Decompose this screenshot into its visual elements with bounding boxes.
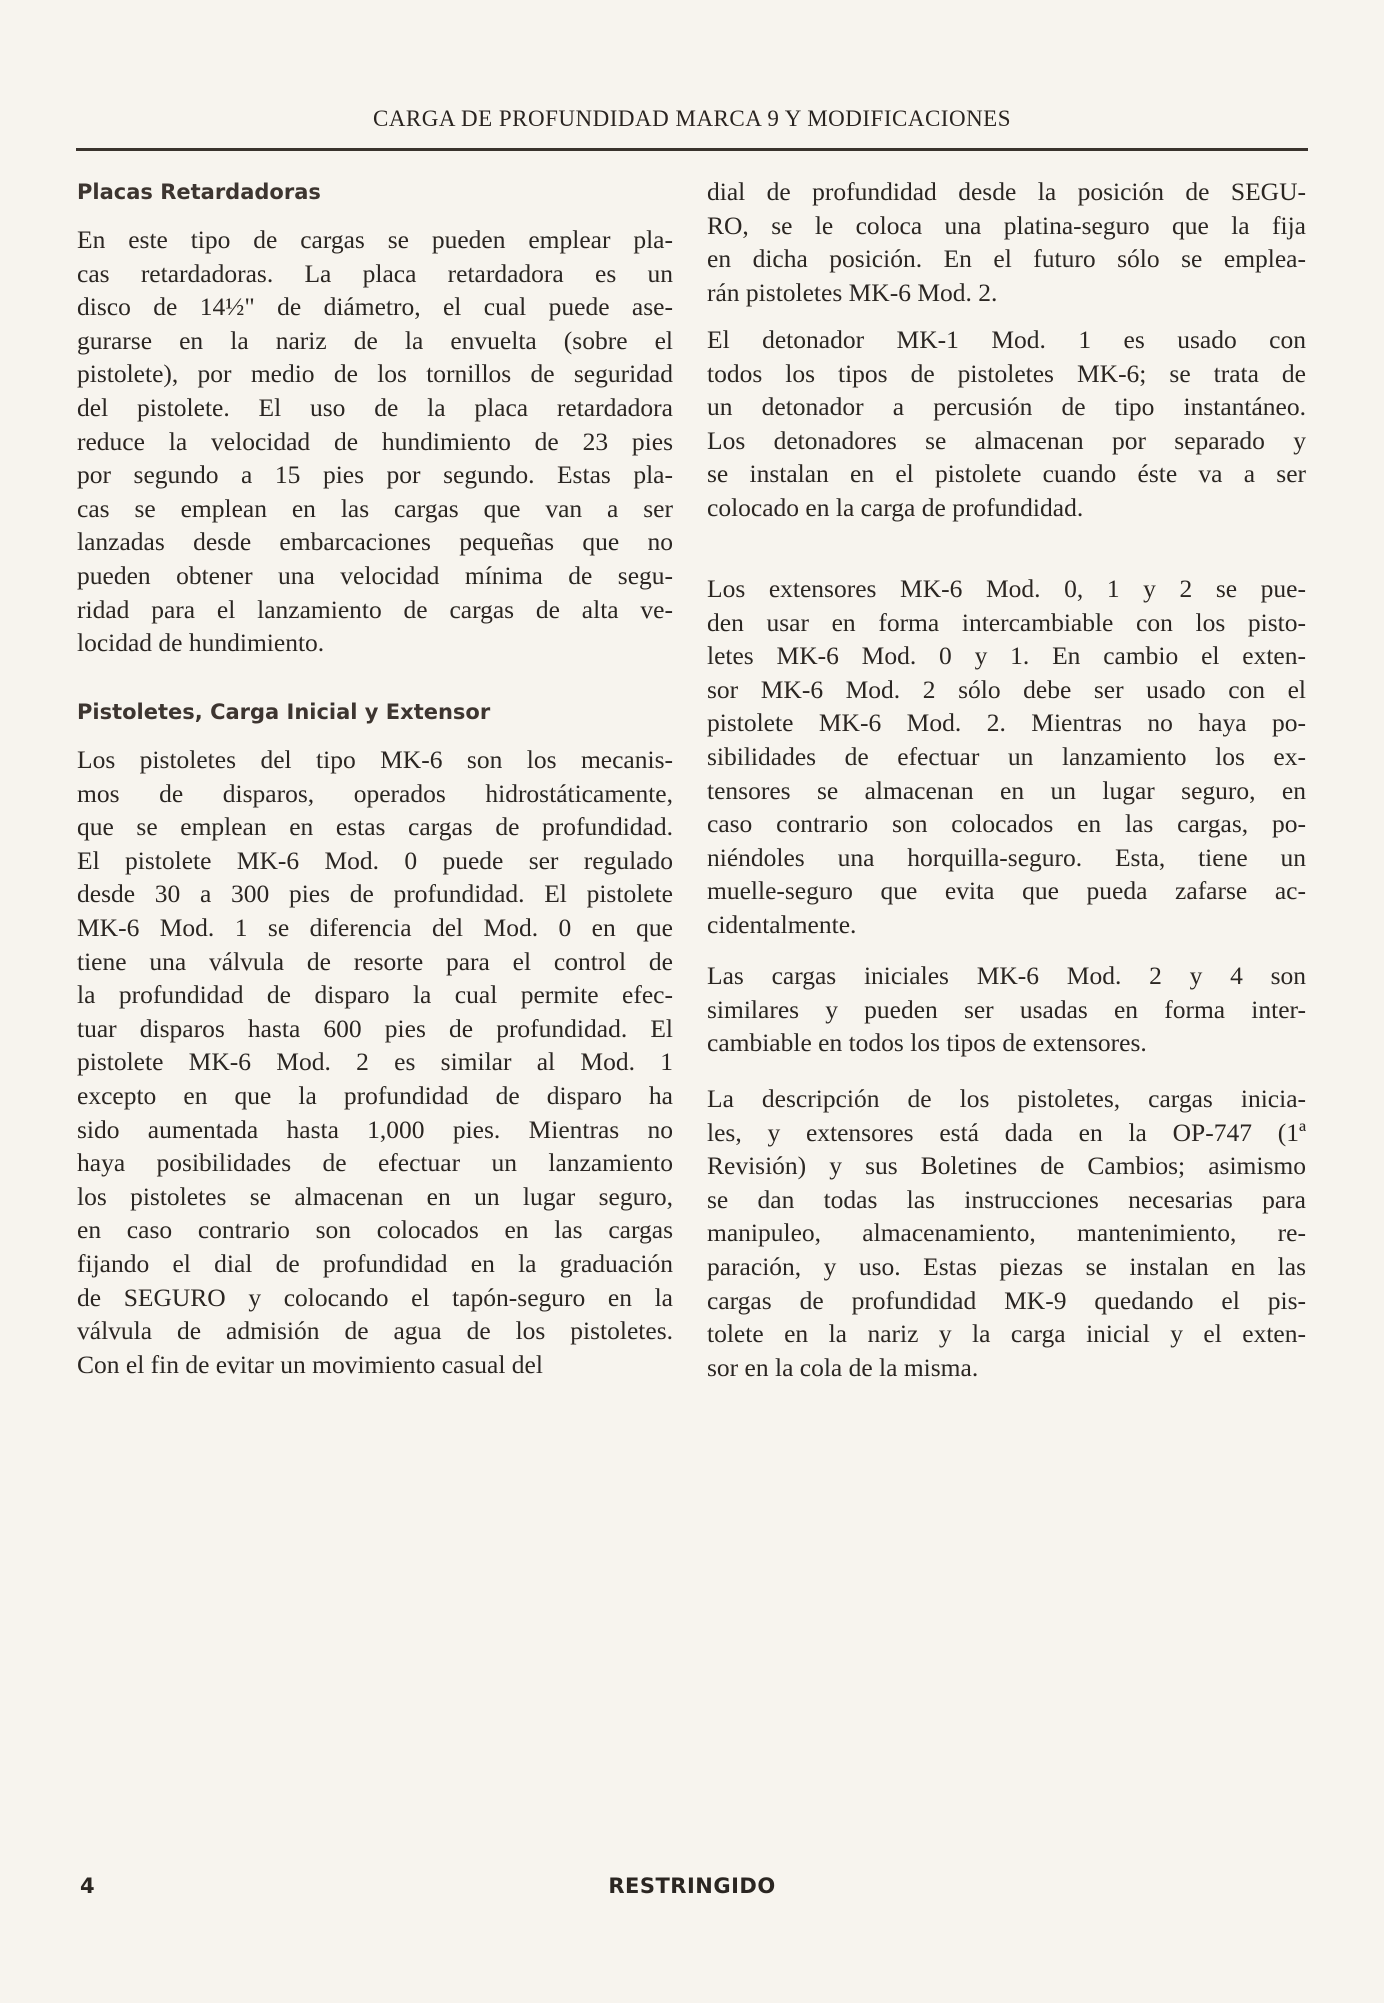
text-line: MK-6 Mod. 1 se diferencia del Mod. 0 en que	[77, 912, 673, 942]
text-line: sido aumentada hasta 1,000 pies. Mientras no	[77, 1114, 673, 1144]
text-line: se instalan en el pistolete cuando éste va a ser	[707, 459, 1306, 489]
text-line: pueden obtener una velocidad mínima de segu-	[77, 560, 673, 590]
text-line: se dan todas las instrucciones necesarias para	[707, 1184, 1306, 1214]
paragraph	[77, 743, 673, 1381]
paragraph	[707, 323, 1306, 525]
text-line: de SEGURO y colocando el tapón-seguro en la	[77, 1282, 673, 1312]
text-line: En este tipo de cargas se pueden emplear pla-	[77, 225, 673, 254]
classification-label: RESTRINGIDO	[608, 1874, 776, 1898]
paragraph	[707, 175, 1306, 309]
header-rule	[76, 148, 1308, 151]
text-line: cambiable en todos los tipos de extensores.	[707, 1028, 1147, 1058]
text-line: excepto en que la profundidad de disparo ha	[77, 1080, 673, 1110]
text-line: fijando el dial de profundidad en la graduación	[77, 1248, 673, 1278]
text-line: den usar en forma intercambiable con los pisto-	[707, 607, 1306, 637]
text-line: gurarse en la nariz de la envuelta (sobre el	[77, 325, 673, 355]
text-line: cas retardadoras. La placa retardadora es un	[77, 258, 673, 288]
text-line: El pistolete MK-6 Mod. 0 puede ser regulado	[77, 845, 673, 875]
text-line: Los detonadores se almacenan por separado y	[707, 425, 1306, 455]
text-line: similares y pueden ser usadas en forma inter-	[707, 994, 1306, 1024]
text-line: sibilidades de efectuar un lanzamiento los ex-	[707, 741, 1306, 771]
text-line: cidentalmente.	[707, 909, 857, 939]
text-line: Los extensores MK-6 Mod. 0, 1 y 2 se pue-	[707, 574, 1306, 603]
text-line: les, y extensores está dada en la OP-747 (1ª	[707, 1117, 1306, 1147]
text-line: en dicha posición. En el futuro sólo se emplea-	[707, 244, 1306, 274]
text-line: lanzadas desde embarcaciones pequeñas que no	[77, 527, 673, 557]
text-line: dial de profundidad desde la posición de SEGU-	[707, 177, 1306, 206]
text-line: por segundo a 15 pies por segundo. Estas pla-	[77, 460, 673, 490]
text-line: tolete en la nariz y la carga inicial y el exten-	[707, 1319, 1306, 1349]
text-line: muelle-seguro que evita que pueda zafarse ac-	[707, 876, 1306, 906]
text-line: todos los tipos de pistoletes MK-6; se trata de	[707, 358, 1306, 388]
text-line: Con el fin de evitar un movimiento casual del	[77, 1349, 543, 1379]
text-line: sor en la cola de la misma.	[707, 1352, 979, 1382]
text-line: El detonador MK-1 Mod. 1 es usado con	[707, 325, 1306, 354]
section-heading-placas: Placas Retardadoras	[77, 180, 321, 204]
text-line: desde 30 a 300 pies de profundidad. El pistolete	[77, 879, 673, 909]
text-line: la profundidad de disparo la cual permite efec-	[77, 980, 673, 1010]
text-line: rán pistoletes MK-6 Mod. 2.	[707, 277, 998, 307]
text-line: que se emplean en estas cargas de profundidad.	[77, 812, 673, 842]
text-line: sor MK-6 Mod. 2 sólo debe ser usado con el	[707, 674, 1306, 704]
text-line: Los pistoletes del tipo MK-6 son los mecanis-	[77, 745, 673, 774]
text-line: niéndoles una horquilla-seguro. Esta, tiene un	[707, 842, 1306, 872]
text-line: reduce la velocidad de hundimiento de 23 pies	[77, 426, 673, 456]
text-line: tensores se almacenan en un lugar seguro, en	[707, 775, 1306, 805]
text-line: disco de 14½" de diámetro, el cual puede ase-	[77, 292, 673, 322]
text-line: tuar disparos hasta 600 pies de profundidad. El	[77, 1013, 673, 1043]
text-line: manipuleo, almacenamiento, mantenimiento, re-	[707, 1218, 1306, 1248]
text-line: Las cargas iniciales MK-6 Mod. 2 y 4 son	[707, 961, 1306, 990]
text-line: pistolete MK-6 Mod. 2 es similar al Mod. 1	[77, 1047, 673, 1077]
text-line: mos de disparos, operados hidrostáticamente,	[77, 778, 673, 808]
text-line: cas se emplean en las cargas que van a ser	[77, 493, 673, 523]
text-line: letes MK-6 Mod. 0 y 1. En cambio el exten-	[707, 641, 1306, 671]
running-title: CARGA DE PROFUNDIDAD MARCA 9 Y MODIFICACIONES	[372, 106, 1012, 131]
text-line: en caso contrario son colocados en las cargas	[77, 1215, 673, 1245]
text-line: Revisión) y sus Boletines de Cambios; asimismo	[707, 1151, 1306, 1181]
text-line: pistolete), por medio de los tornillos de seguridad	[77, 359, 673, 389]
text-line: válvula de admisión de agua de los pistoletes.	[77, 1316, 673, 1346]
text-line: tiene una válvula de resorte para el control de	[77, 946, 673, 976]
text-line: colocado en la carga de profundidad.	[707, 492, 1084, 522]
text-line: haya posibilidades de efectuar un lanzamiento	[77, 1148, 673, 1178]
text-line: caso contrario son colocados en las cargas, po-	[707, 809, 1306, 839]
paragraph	[707, 572, 1306, 942]
text-line: ridad para el lanzamiento de cargas de alta ve-	[77, 594, 673, 624]
text-line: locidad de hundimiento.	[77, 628, 325, 658]
text-line: RO, se le coloca una platina-seguro que la fija	[707, 210, 1306, 240]
text-line: un detonador a percusión de tipo instantáneo.	[707, 392, 1306, 422]
text-line: los pistoletes se almacenan en un lugar seguro,	[77, 1181, 673, 1211]
paragraph	[707, 1082, 1306, 1384]
text-line: paración, y uso. Estas piezas se instalan en las	[707, 1251, 1306, 1281]
text-line: del pistolete. El uso de la placa retardadora	[77, 392, 673, 422]
section-heading-pistoletes: Pistoletes, Carga Inicial y Extensor	[77, 700, 491, 724]
page-number: 4	[80, 1874, 95, 1898]
text-line: La descripción de los pistoletes, cargas inicia-	[707, 1084, 1306, 1113]
text-line: cargas de profundidad MK-9 quedando el pis-	[707, 1285, 1306, 1315]
text-line: pistolete MK-6 Mod. 2. Mientras no haya po-	[707, 708, 1306, 738]
paragraph	[77, 223, 673, 660]
paragraph	[707, 959, 1306, 1060]
